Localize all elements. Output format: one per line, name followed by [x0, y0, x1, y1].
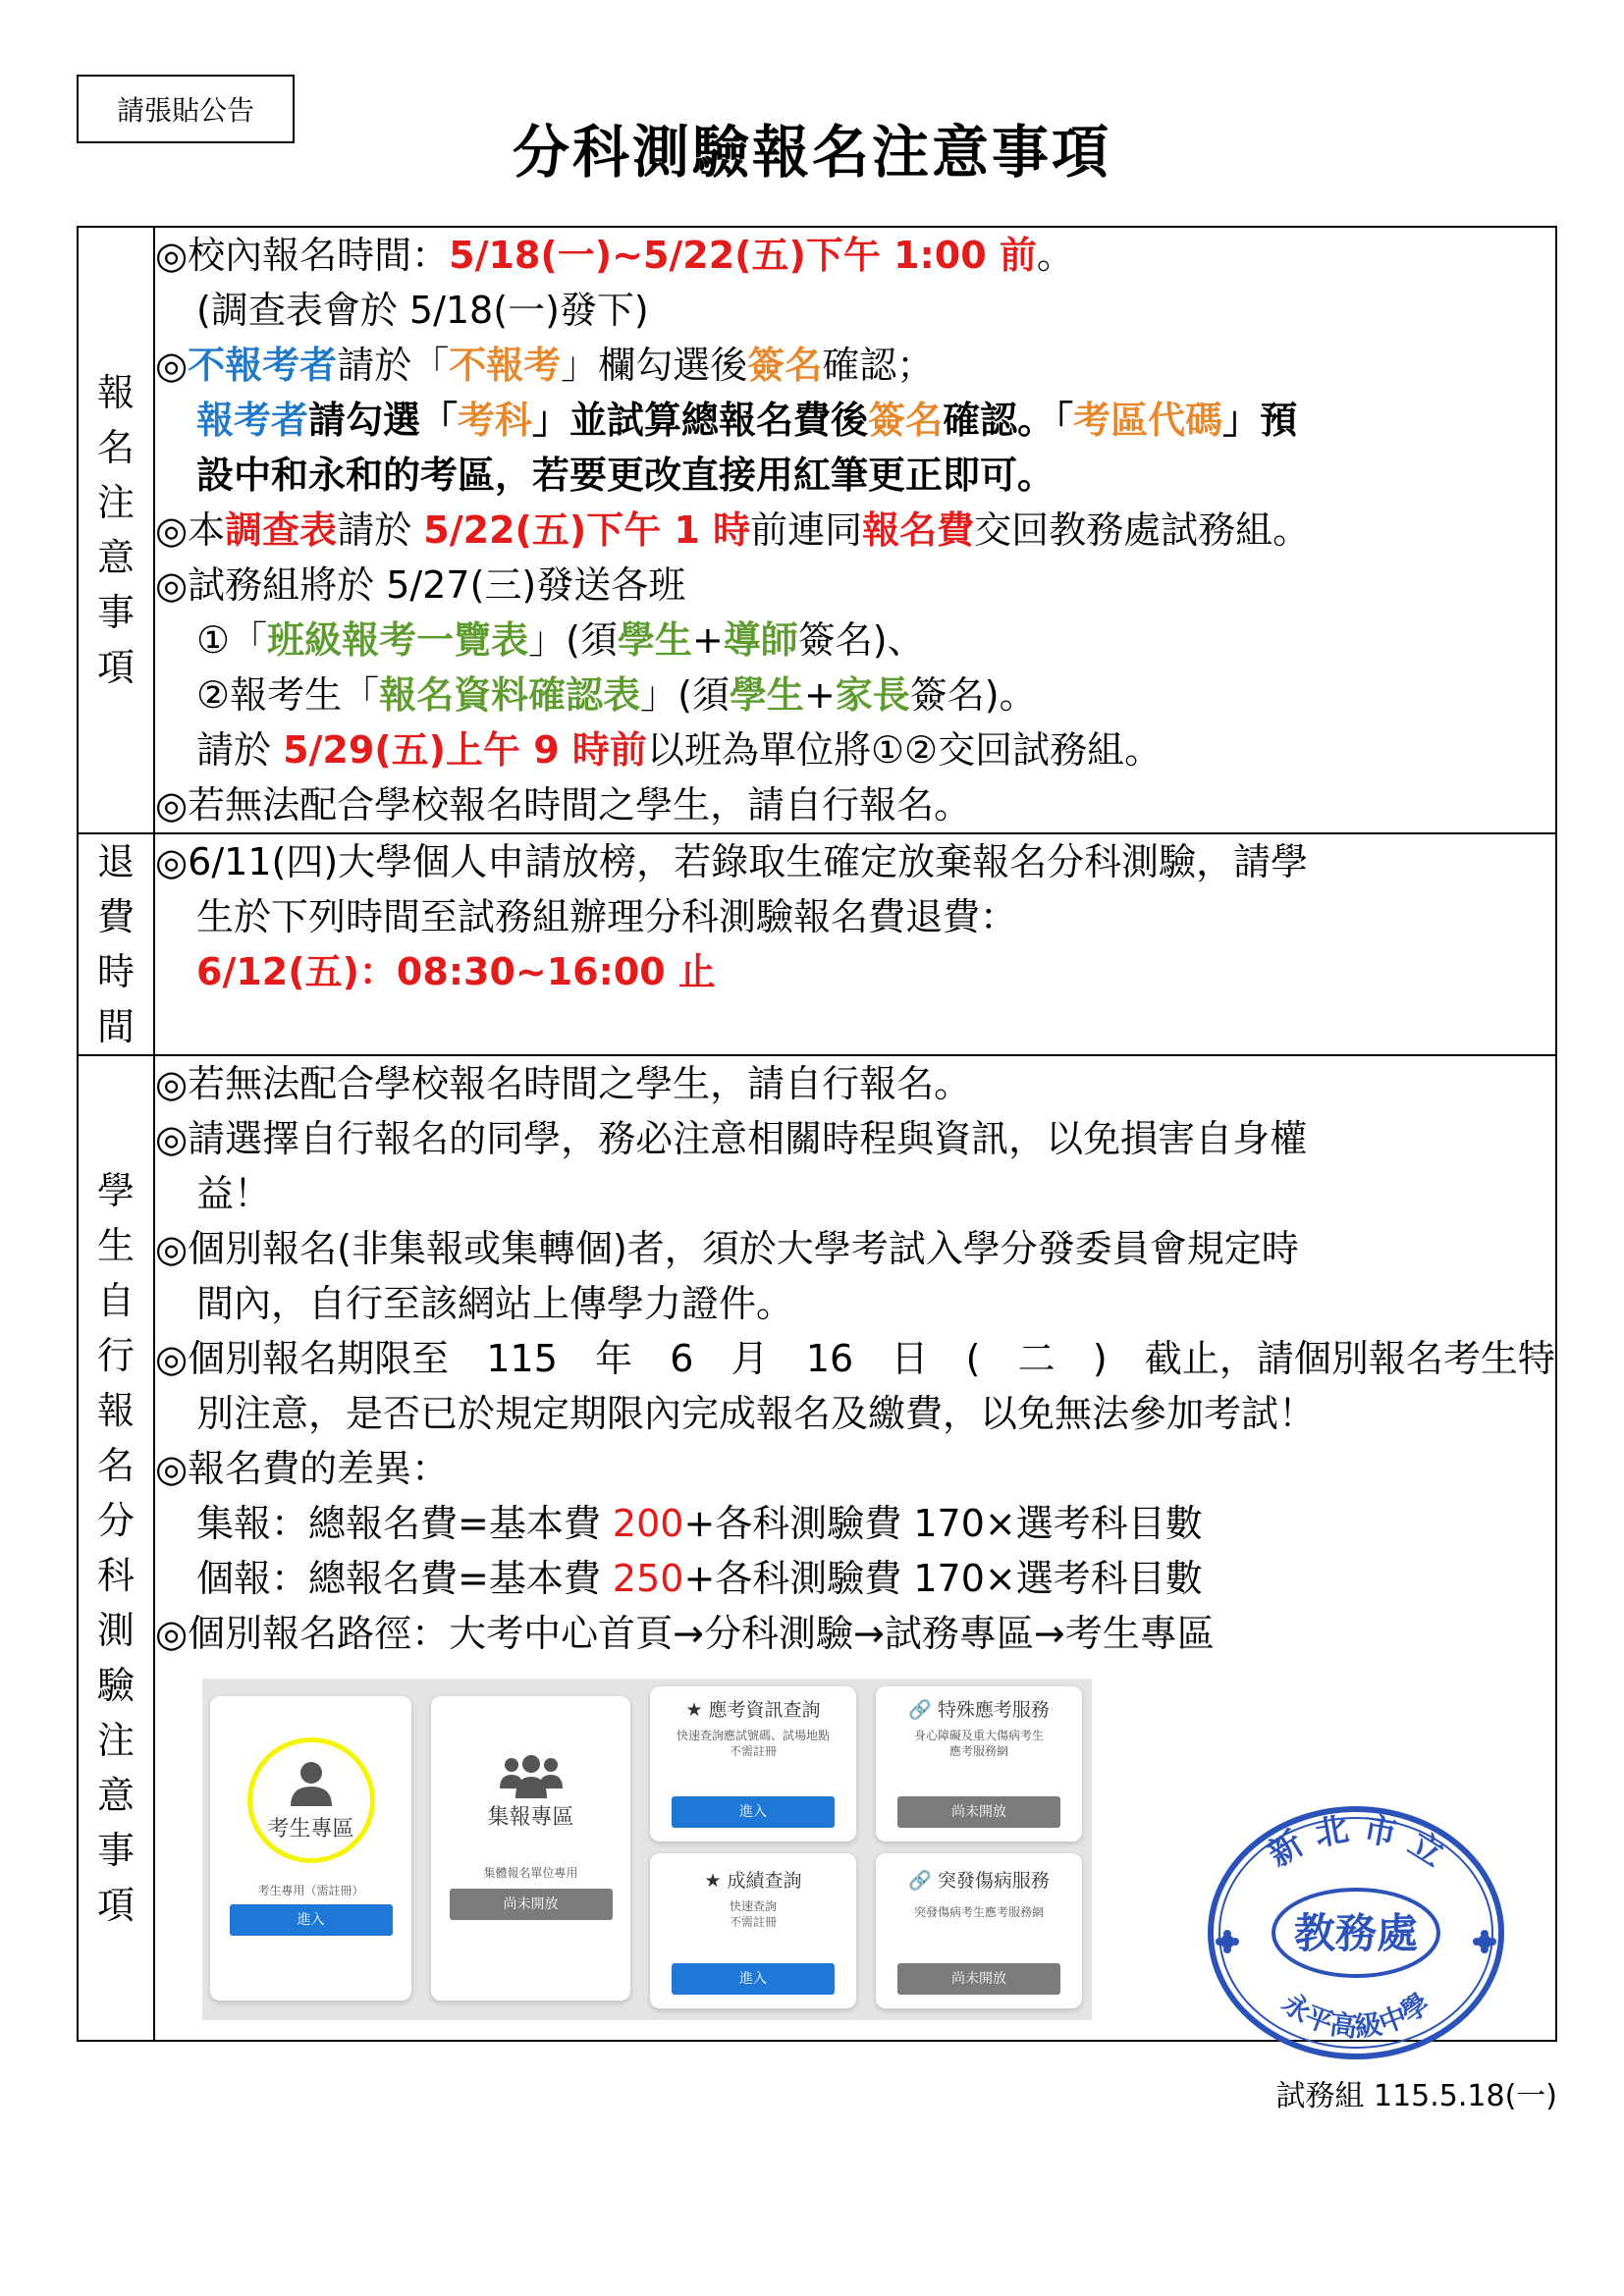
section-registration [78, 227, 1556, 833]
portal-screenshot [202, 1679, 1092, 2020]
card-subtitle: 突發傷病考生應考服務網 [913, 1905, 1044, 1919]
line: ◎若無法配合學校報名時間之學生，請自行報名。 [155, 783, 972, 827]
enter-button[interactable]: 進入 [672, 1963, 835, 1995]
section-label-self-registration: 學 生 自 行 報 名 分 科 測 驗 注 意 事 項 [78, 1055, 154, 2041]
svg-text:永平高級中學: 永平高級中學 [1275, 1986, 1436, 2044]
card-emergency-service[interactable] [876, 1853, 1082, 2008]
card-examinee[interactable] [210, 1696, 411, 2001]
page-title: 分科測驗報名注意事項 [512, 119, 1111, 186]
notice-table [77, 226, 1557, 2042]
card-title: 🔗 特殊應考服務 [908, 1699, 1050, 1721]
card-subtitle-note: 不需註冊 [729, 1915, 777, 1929]
link-icon: 🔗 [908, 1870, 932, 1892]
school-seal-stamp [1206, 1804, 1506, 2061]
section-content-refund [154, 833, 1556, 1055]
section-label-registration: 報 名 注 意 事 項 [78, 227, 154, 833]
line: 生於下列時間至試務組辦理分科測驗報名費退費： [196, 895, 1018, 938]
card-group[interactable] [431, 1696, 630, 2001]
card-subtitle-note: 不需註冊 [729, 1744, 777, 1758]
line: 間內，自行至該網站上傳學力證件。 [196, 1282, 794, 1325]
line: ◎若無法配合學校報名時間之學生，請自行報名。 [155, 1062, 972, 1105]
line: ◎校內報名時間：5/18(一)~5/22(五)下午 1:00 前。 [155, 234, 1074, 277]
line: 6/12(五)：08:30~16:00 止 [196, 950, 716, 993]
line: ◎報名費的差異： [155, 1447, 450, 1490]
card-subtitle: 快速查詢應試號碼、試場地點 [676, 1729, 830, 1742]
line: ◎不報考者請於「不報考」欄勾選後簽名確認； [155, 344, 935, 387]
enter-button[interactable]: 進入 [230, 1904, 393, 1936]
card-title: 集報專區 [487, 1805, 574, 1830]
line: ◎個別報名(非集報或集轉個)者，須於大學考試入學分發委員會規定時 [155, 1227, 1299, 1270]
link-icon: 🔗 [908, 1699, 932, 1721]
user-icon [287, 1761, 336, 1806]
line: ①「班級報考一覽表」(須學生+導師簽名)、 [196, 618, 925, 662]
line: (調查表會於 5/18(一)發下) [196, 289, 649, 332]
line: 報考者請勾選「考科」並試算總報名費後簽名確認。「考區代碼」預 [196, 399, 1298, 442]
not-open-button[interactable]: 尚未開放 [897, 1796, 1060, 1828]
line: ◎個別報名路徑：大考中心首頁→分科測驗→試務專區→考生專區 [155, 1612, 1215, 1655]
section-label-refund: 退 費 時 間 [78, 833, 154, 1055]
card-subtitle: 快速查詢 [729, 1899, 777, 1913]
line: ◎本調查表請於 5/22(五)下午 1 時前連同報名費交回教務處試務組。 [155, 508, 1311, 552]
line: ◎請選擇自行報名的同學，務必注意相關時程與資訊，以免損害自身權 [155, 1117, 1308, 1160]
line: 別注意，是否已於規定期限內完成報名及繳費，以免無法參加考試！ [196, 1392, 1317, 1435]
card-subtitle: 集體報名單位專用 [483, 1866, 578, 1880]
line: 個報：總報名費=基本費 250+各科測驗費 170×選考科目數 [196, 1557, 1203, 1600]
line: ②報考生「報名資料確認表」(須學生+家長簽名)。 [196, 673, 1037, 717]
line: 益！ [196, 1172, 272, 1215]
not-open-button[interactable]: 尚未開放 [897, 1963, 1060, 1995]
enter-button[interactable]: 進入 [672, 1796, 835, 1828]
line: 集報：總報名費=基本費 200+各科測驗費 170×選考科目數 [196, 1502, 1203, 1545]
line-deadline: ◎個別報名期限至 115 年 6 月 16 日 ( 二 ) 截止，請個別報名考生特 [155, 1337, 1555, 1380]
star-icon: ★ [704, 1870, 722, 1892]
card-subtitle: 身心障礙及重大傷病考生 [913, 1729, 1044, 1742]
card-exam-info[interactable] [650, 1686, 856, 1842]
card-subtitle-note: 應考服務網 [948, 1744, 1008, 1758]
post-notice-tag: 請張貼公告 [77, 75, 295, 143]
card-special-service[interactable] [876, 1686, 1082, 1842]
card-title: ★ 應考資訊查詢 [685, 1699, 821, 1721]
line: ◎6/11(四)大學個人申請放榜，若錄取生確定放棄報名分科測驗，請學 [155, 840, 1309, 883]
card-title: 🔗 突發傷病服務 [908, 1870, 1050, 1892]
svg-text:教務處: 教務處 [1293, 1909, 1419, 1957]
card-score-query[interactable] [650, 1853, 856, 2008]
not-open-button[interactable]: 尚未開放 [450, 1889, 613, 1920]
star-icon: ★ [685, 1699, 703, 1721]
section-refund [78, 833, 1556, 1055]
svg-text:新 北 市 立: 新 北 市 立 [1261, 1809, 1451, 1875]
line: 設中和永和的考區，若要更改直接用紅筆更正即可。 [196, 454, 1056, 497]
section-content-registration [154, 227, 1556, 833]
line: 請於 5/29(五)上午 9 時前以班為單位將①②交回試務組。 [196, 728, 1163, 772]
line: ◎試務組將於 5/27(三)發送各班 [155, 563, 686, 607]
card-subtitle: 考生專用（需註冊） [257, 1884, 364, 1897]
card-title: ★ 成績查詢 [704, 1870, 802, 1892]
group-icon [500, 1755, 563, 1798]
footer-date: 試務組 115.5.18(一) [1275, 2079, 1557, 2113]
card-title: 考生專區 [267, 1817, 354, 1842]
